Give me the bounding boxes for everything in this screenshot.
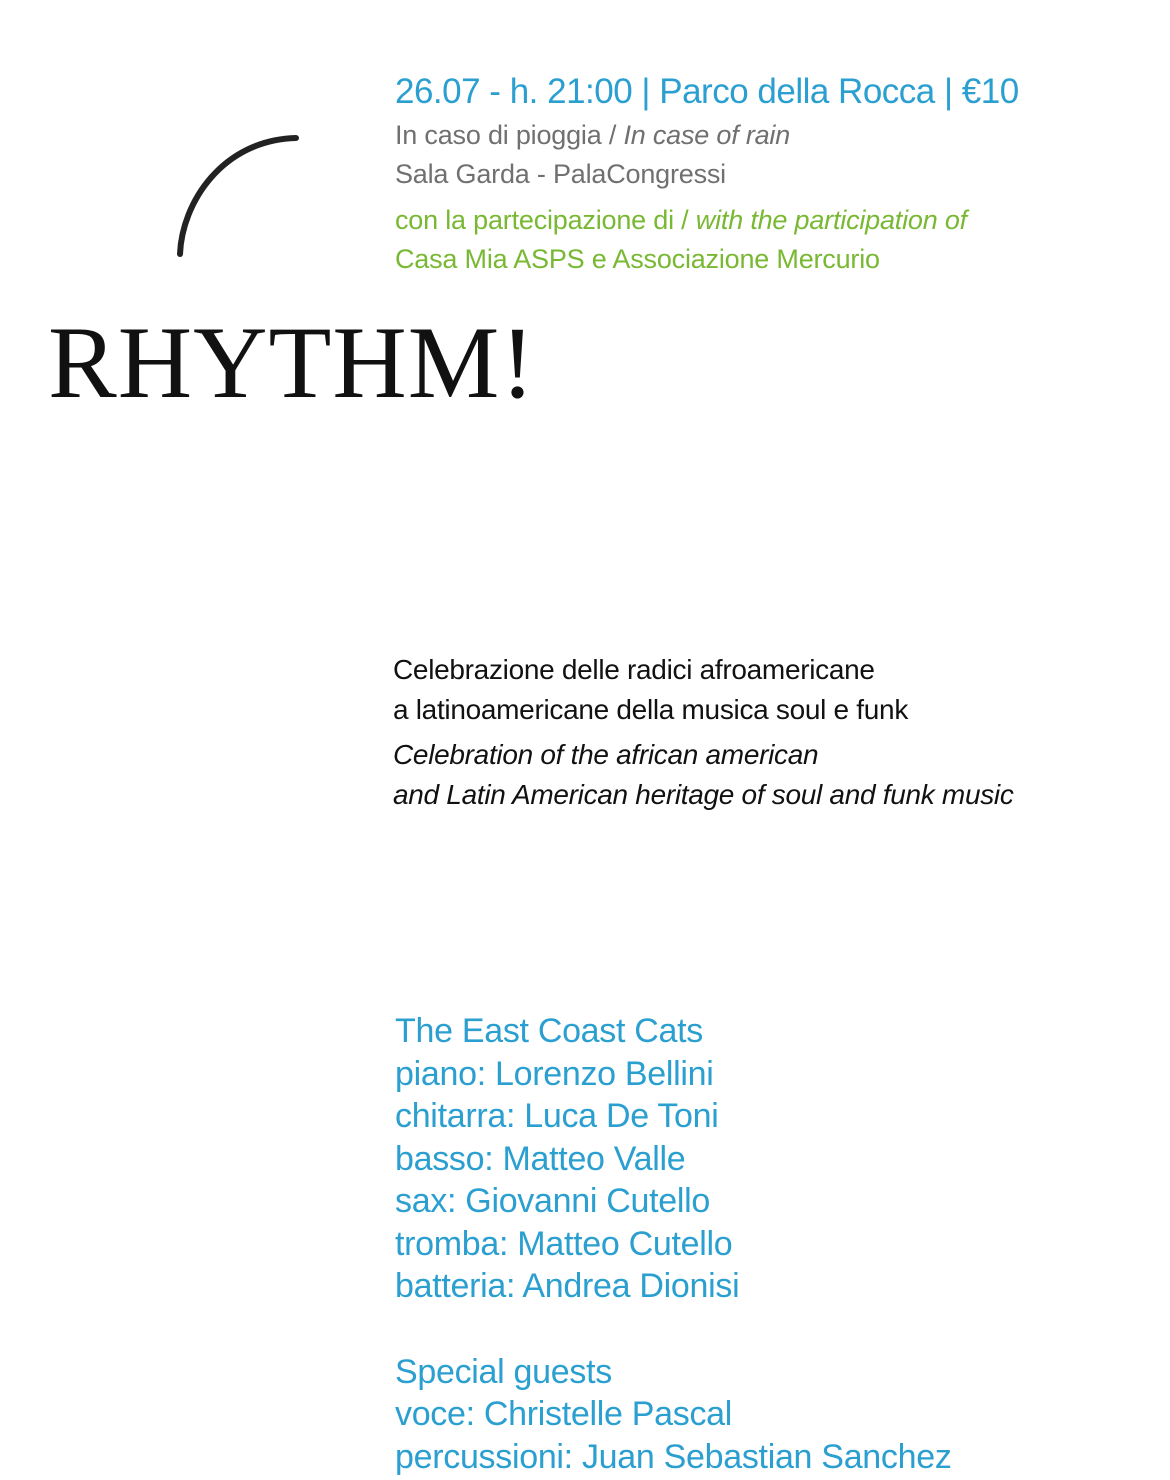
rain-venue: Sala Garda - PalaCongressi — [395, 159, 726, 189]
guest-member: percussioni: Juan Sebastian Sanchez — [395, 1437, 952, 1476]
description-en-line: Celebration of the african american — [393, 739, 819, 770]
partners: Casa Mia ASPS e Associazione Mercurio — [395, 244, 880, 274]
rain-notice-it: In caso di pioggia / — [395, 120, 624, 150]
page-title: RHYTHM! — [48, 306, 536, 420]
rain-notice — [395, 116, 1155, 155]
lineup — [395, 1010, 1155, 1478]
event-info — [395, 68, 1155, 279]
rain-notice-en: In case of rain — [623, 120, 791, 150]
description-it-line: a latinoamericane della musica soul e funk — [393, 694, 909, 725]
event-date-time-place-price: 26.07 - h. 21:00 | Parco della Rocca | €10 — [395, 72, 1019, 111]
special-guests-heading: Special guests — [395, 1352, 612, 1391]
band-member: batteria: Andrea Dionisi — [395, 1267, 740, 1305]
guest-member: voce: Christelle Pascal — [395, 1395, 733, 1433]
band-name: The East Coast Cats — [395, 1012, 703, 1050]
arc-decoration-icon — [170, 128, 310, 268]
participation-label-it: con la partecipazione di / — [395, 205, 696, 235]
description-en-line: and Latin American heritage of soul and funk music — [393, 779, 1014, 810]
band-member: basso: Matteo Valle — [395, 1139, 686, 1178]
band-member: piano: Lorenzo Bellini — [395, 1054, 714, 1093]
participation-label-en: with the participation of — [695, 205, 967, 235]
participation-label — [395, 201, 1155, 240]
description-it-line: Celebrazione delle radici afroamericane — [393, 654, 875, 685]
band-member: chitarra: Luca De Toni — [395, 1097, 719, 1135]
band-member: tromba: Matteo Cutello — [395, 1224, 733, 1263]
band-member: sax: Giovanni Cutello — [395, 1182, 710, 1220]
event-description — [393, 650, 1153, 815]
